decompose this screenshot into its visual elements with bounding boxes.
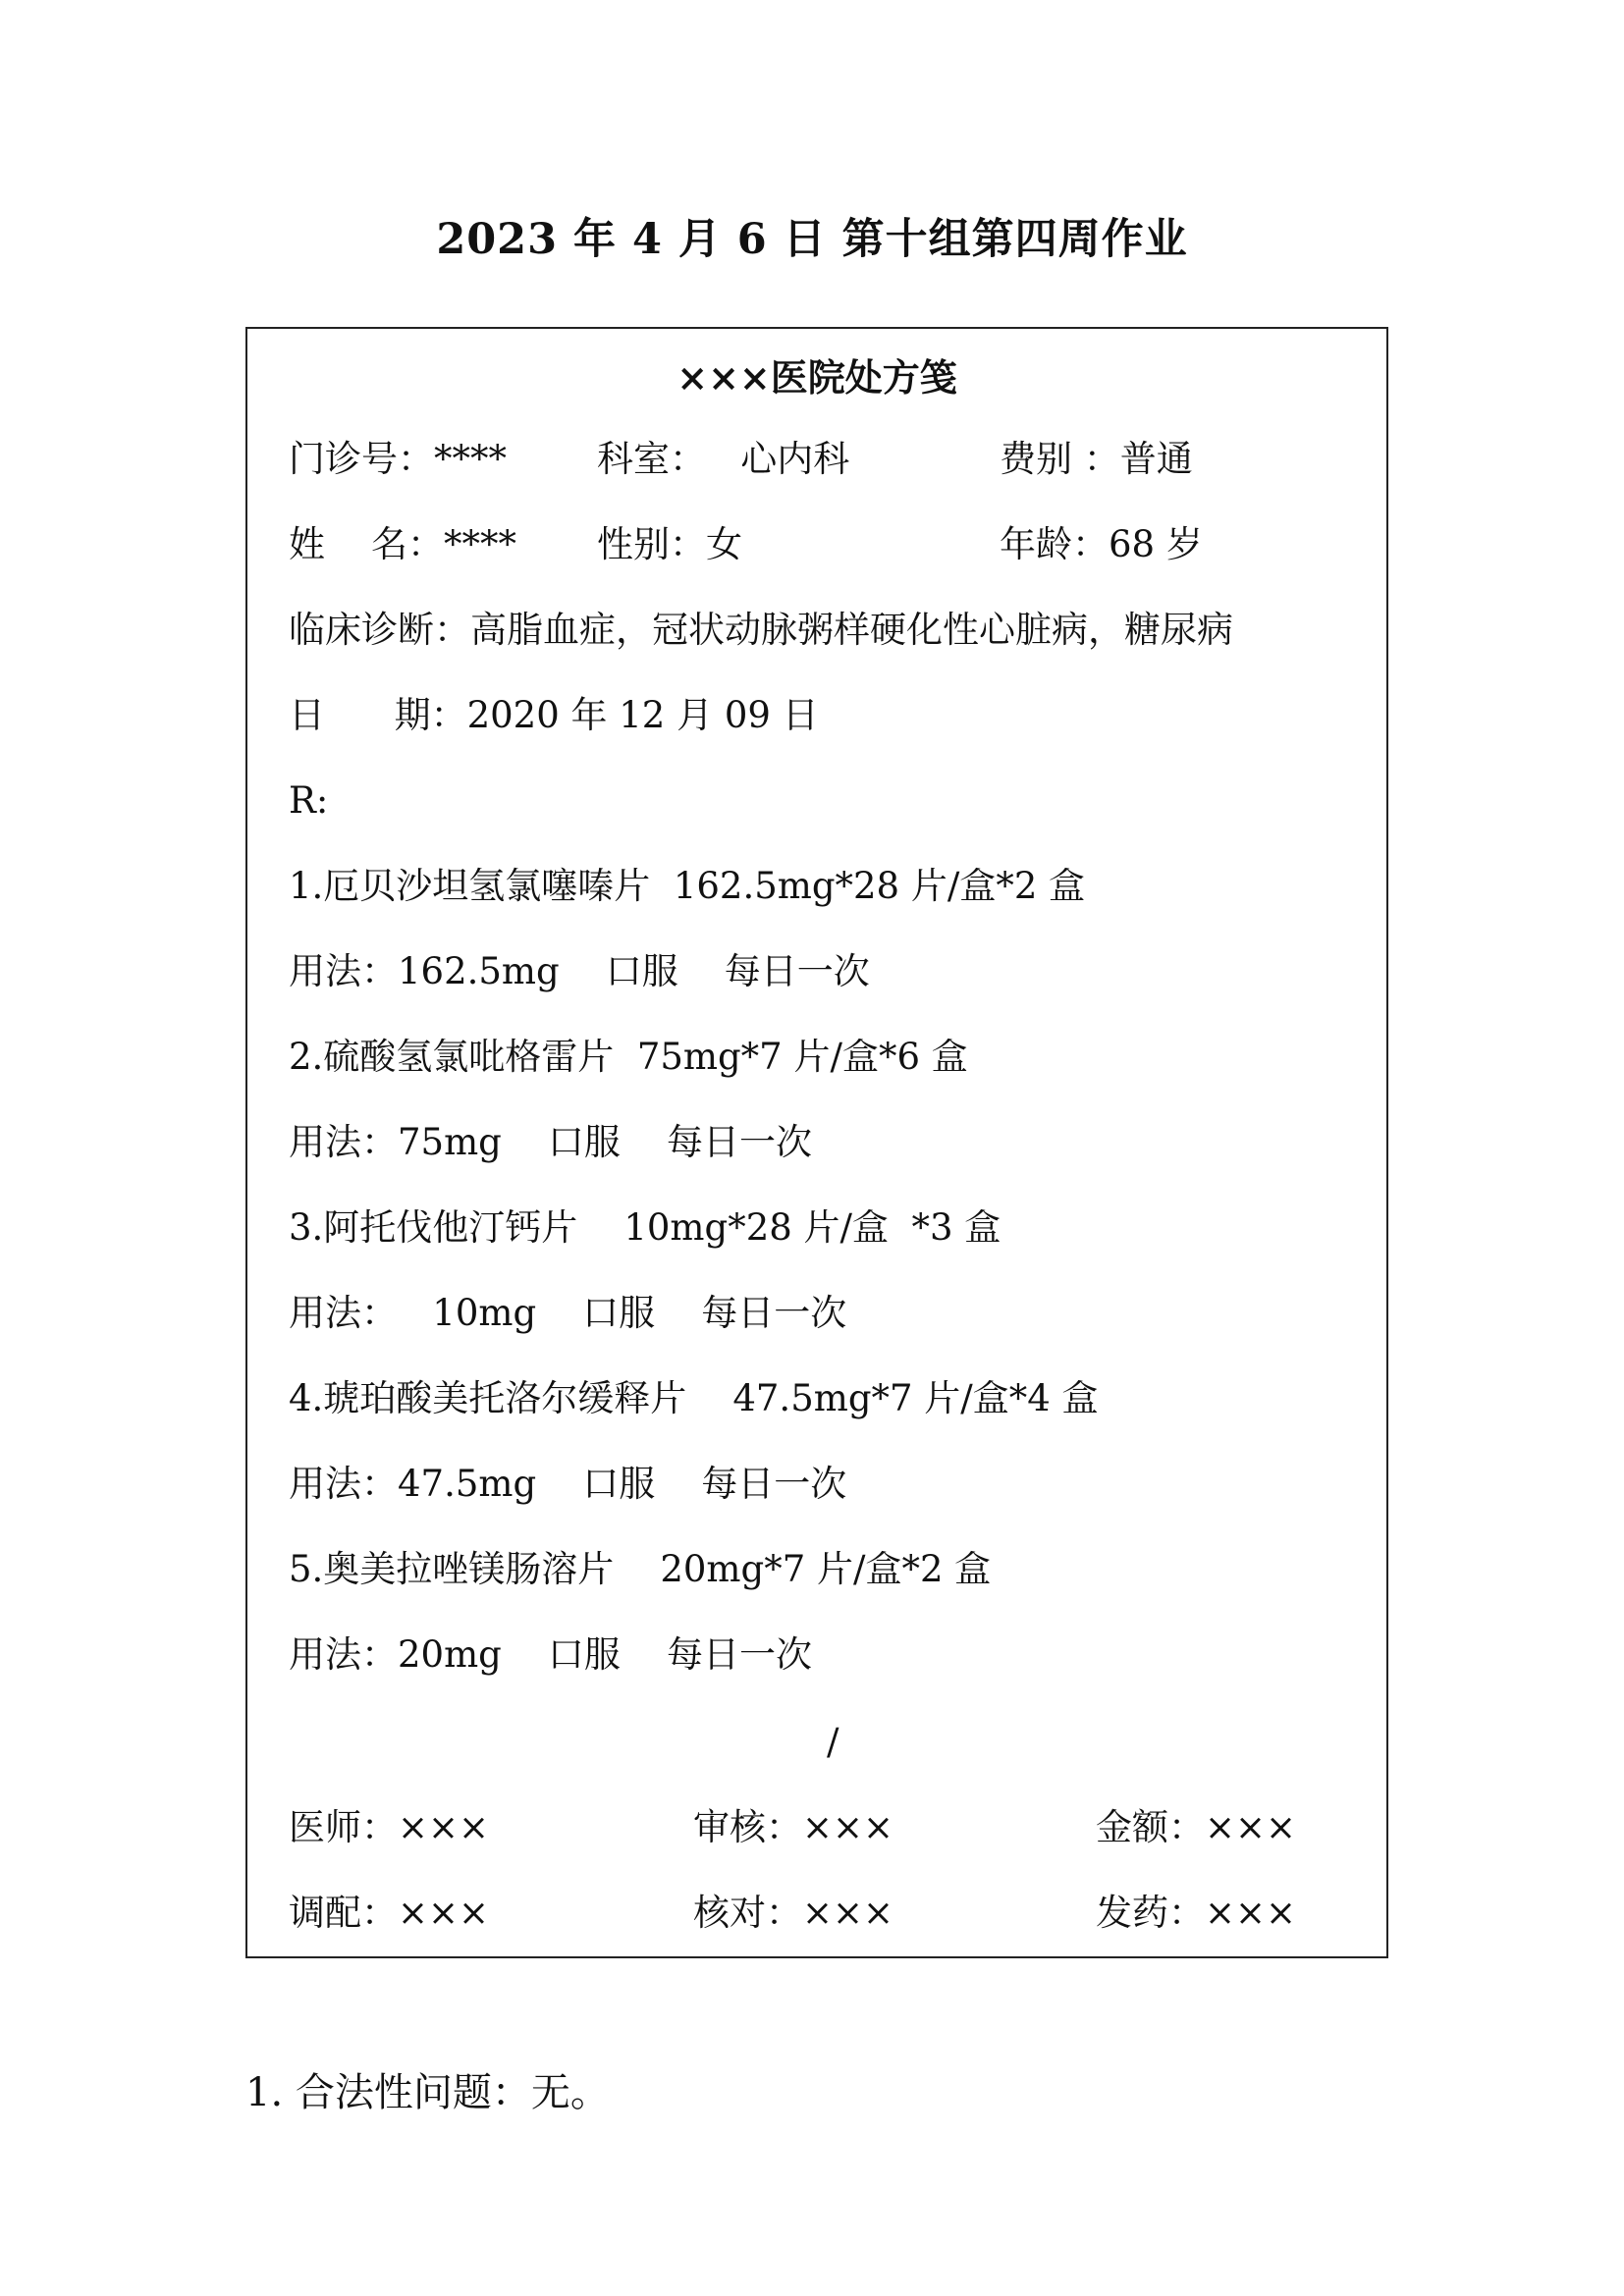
drug-1-usage: 用法：162.5mg 口服 每日一次: [289, 950, 870, 992]
drug-4-name: 4.琥珀酸美托洛尔缓释片 47.5mg*7 片/盒*4 盒: [289, 1377, 1099, 1419]
drug-3-usage: 用法： 10mg 口服 每日一次: [289, 1292, 847, 1334]
reviewer-signature: 审核：×××: [693, 1806, 894, 1848]
checker-signature: 核对：×××: [693, 1892, 894, 1934]
clinical-diagnosis: 临床诊断：高脂血症，冠状动脉粥样硬化性心脏病，糖尿病: [289, 609, 1233, 651]
analysis-item-legality: 1. 合法性问题：无。: [245, 2070, 610, 2115]
issuer-signature: 发药：×××: [1096, 1892, 1297, 1934]
prescription-title: ×××医院处方笺: [677, 355, 957, 400]
drug-3-name: 3.阿托伐他汀钙片 10mg*28 片/盒 *3 盒: [289, 1206, 1001, 1249]
patient-gender: 性别：女: [597, 523, 742, 565]
dispenser-signature: 调配：×××: [289, 1892, 490, 1934]
drug-2-usage: 用法：75mg 口服 每日一次: [289, 1121, 812, 1163]
amount-field: 金额：×××: [1096, 1806, 1297, 1848]
patient-name: 姓 名：****: [289, 523, 517, 565]
fee-type: 费别 ：普通: [1000, 438, 1193, 480]
page-title: 2023 年 4 月 6 日 第十组第四周作业: [436, 215, 1188, 264]
prescription-date: 日 期：2020 年 12 月 09 日: [289, 694, 819, 736]
drug-2-name: 2.硫酸氢氯吡格雷片 75mg*7 片/盒*6 盒: [289, 1036, 968, 1078]
rx-label: R:: [289, 779, 329, 822]
prescription-end-mark: /: [827, 1721, 839, 1763]
prescription-form: [245, 327, 1388, 1958]
patient-age: 年龄：68 岁: [1000, 523, 1203, 565]
drug-1-name: 1.厄贝沙坦氢氯噻嗪片 162.5mg*28 片/盒*2 盒: [289, 865, 1086, 907]
department: 科室： 心内科: [597, 438, 850, 480]
physician-signature: 医师：×××: [289, 1806, 490, 1848]
drug-5-name: 5.奥美拉唑镁肠溶片 20mg*7 片/盒*2 盒: [289, 1548, 992, 1590]
clinic-number: 门诊号：****: [289, 438, 507, 480]
drug-4-usage: 用法：47.5mg 口服 每日一次: [289, 1463, 847, 1505]
drug-5-usage: 用法：20mg 口服 每日一次: [289, 1633, 812, 1676]
